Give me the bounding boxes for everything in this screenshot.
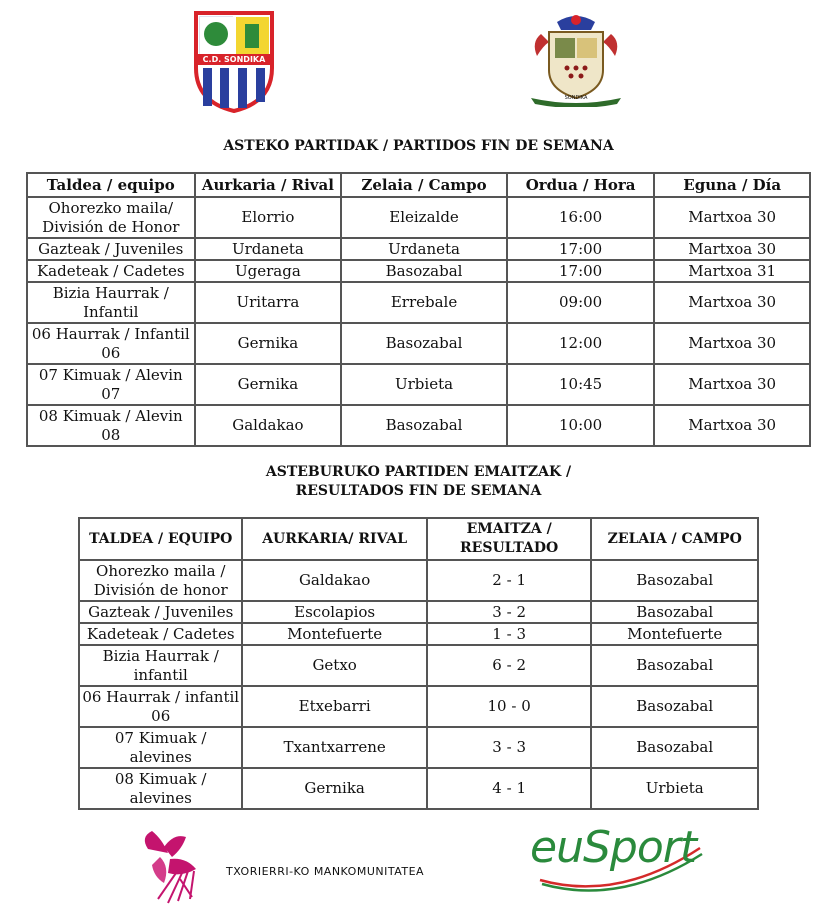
cell-time: 10:45 xyxy=(507,364,655,405)
col-header-field: Zelaia / Campo xyxy=(341,173,507,197)
cell-time: 10:00 xyxy=(507,405,655,446)
cell-team: 06 Haurrak / Infantil 06 xyxy=(27,323,195,364)
cell-rival: Escolapios xyxy=(242,601,426,623)
cell-rival: Getxo xyxy=(242,645,426,686)
table-row xyxy=(27,364,810,405)
eusport-wordmark: euSport xyxy=(530,822,697,873)
cell-field: Errebale xyxy=(341,282,507,323)
cell-score: 3 - 2 xyxy=(427,601,592,623)
cell-team: 08 Kimuak / Alevin 08 xyxy=(27,405,195,446)
cell-team: 06 Haurrak / infantil 06 xyxy=(79,686,242,727)
cell-rival: Ugeraga xyxy=(195,260,342,282)
cell-field: Basozabal xyxy=(591,727,758,768)
cell-day: Martxoa 30 xyxy=(654,323,810,364)
cell-team: Gazteak / Juveniles xyxy=(79,601,242,623)
col-header-rival: Aurkaria / Rival xyxy=(195,173,342,197)
cell-field: Basozabal xyxy=(591,560,758,601)
cell-day: Martxoa 30 xyxy=(654,405,810,446)
cell-score: 3 - 3 xyxy=(427,727,592,768)
cell-day: Martxoa 30 xyxy=(654,364,810,405)
cell-field: Urbieta xyxy=(591,768,758,809)
table-row xyxy=(79,560,758,601)
cell-rival: Gernika xyxy=(242,768,426,809)
table-row xyxy=(27,282,810,323)
cell-score: 6 - 2 xyxy=(427,645,592,686)
cell-time: 17:00 xyxy=(507,260,655,282)
schedule-heading: ASTEKO PARTIDAK / PARTIDOS FIN DE SEMANA xyxy=(223,138,614,154)
col-header-team: TALDEA / EQUIPO xyxy=(79,518,242,560)
table-row xyxy=(27,323,810,364)
cell-field: Urdaneta xyxy=(341,238,507,260)
cell-score: 2 - 1 xyxy=(427,560,592,601)
cell-score: 4 - 1 xyxy=(427,768,592,809)
table-row xyxy=(79,727,758,768)
cell-team: 07 Kimuak / alevines xyxy=(79,727,242,768)
cell-team: Bizia Haurrak / Infantil xyxy=(27,282,195,323)
results-heading-line2: RESULTADOS FIN DE SEMANA xyxy=(295,483,542,499)
cell-rival: Txantxarrene xyxy=(242,727,426,768)
mancomunidad-label: TXORIERRI-KO MANKOMUNITATEA xyxy=(226,865,425,878)
col-header-result: EMAITZA / RESULTADO xyxy=(427,518,592,560)
cell-day: Martxoa 30 xyxy=(654,197,810,238)
cell-field: Basozabal xyxy=(591,601,758,623)
cell-field: Basozabal xyxy=(341,260,507,282)
schedule-header-row xyxy=(27,173,810,197)
town-crest-label: SONDIKA xyxy=(564,95,588,101)
cell-day: Martxoa 30 xyxy=(654,282,810,323)
cell-day: Martxoa 30 xyxy=(654,238,810,260)
town-coat-of-arms-logo xyxy=(527,12,625,107)
cell-team: Kadeteak / Cadetes xyxy=(79,623,242,645)
cell-field: Basozabal xyxy=(341,323,507,364)
cell-field: Basozabal xyxy=(591,686,758,727)
club-crest-label: C.D. SONDIKA xyxy=(202,55,266,64)
cell-field: Basozabal xyxy=(591,645,758,686)
col-header-team: Taldea / equipo xyxy=(27,173,195,197)
col-header-field: ZELAIA / CAMPO xyxy=(591,518,758,560)
schedule-table xyxy=(26,172,811,447)
table-row xyxy=(27,260,810,282)
cell-rival: Galdakao xyxy=(195,405,342,446)
table-row xyxy=(79,601,758,623)
cell-team: 07 Kimuak / Alevin 07 xyxy=(27,364,195,405)
cell-field: Eleizalde xyxy=(341,197,507,238)
cell-rival: Etxebarri xyxy=(242,686,426,727)
results-header-row xyxy=(79,518,758,560)
table-row xyxy=(79,686,758,727)
table-row xyxy=(79,768,758,809)
table-row xyxy=(79,623,758,645)
col-header-rival: AURKARIA/ RIVAL xyxy=(242,518,426,560)
cell-field: Urbieta xyxy=(341,364,507,405)
cell-rival: Montefuerte xyxy=(242,623,426,645)
cell-time: 09:00 xyxy=(507,282,655,323)
club-crest-logo xyxy=(193,10,275,114)
col-header-day: Eguna / Día xyxy=(654,173,810,197)
results-heading-line1: ASTEBURUKO PARTIDEN EMAITZAK / xyxy=(265,464,572,480)
cell-rival: Gernika xyxy=(195,364,342,405)
table-row xyxy=(27,197,810,238)
cell-field: Montefuerte xyxy=(591,623,758,645)
cell-score: 10 - 0 xyxy=(427,686,592,727)
cell-day: Martxoa 31 xyxy=(654,260,810,282)
cell-team: Kadeteak / Cadetes xyxy=(27,260,195,282)
cell-team: 08 Kimuak / alevines xyxy=(79,768,242,809)
cell-field: Basozabal xyxy=(341,405,507,446)
results-table xyxy=(78,517,759,810)
cell-time: 17:00 xyxy=(507,238,655,260)
cell-team: Gazteak / Juveniles xyxy=(27,238,195,260)
cell-score: 1 - 3 xyxy=(427,623,592,645)
col-header-time: Ordua / Hora xyxy=(507,173,655,197)
cell-time: 12:00 xyxy=(507,323,655,364)
cell-team: Ohorezko maila/ División de Honor xyxy=(27,197,195,238)
table-row xyxy=(27,405,810,446)
cell-rival: Urdaneta xyxy=(195,238,342,260)
table-row xyxy=(27,238,810,260)
cell-time: 16:00 xyxy=(507,197,655,238)
cell-team: Ohorezko maila / División de honor xyxy=(79,560,242,601)
cell-team: Bizia Haurrak / infantil xyxy=(79,645,242,686)
cell-rival: Galdakao xyxy=(242,560,426,601)
cell-rival: Elorrio xyxy=(195,197,342,238)
cell-rival: Uritarra xyxy=(195,282,342,323)
mancomunidad-logo xyxy=(134,827,474,905)
eusport-logo xyxy=(528,818,706,900)
cell-rival: Gernika xyxy=(195,323,342,364)
table-row xyxy=(79,645,758,686)
